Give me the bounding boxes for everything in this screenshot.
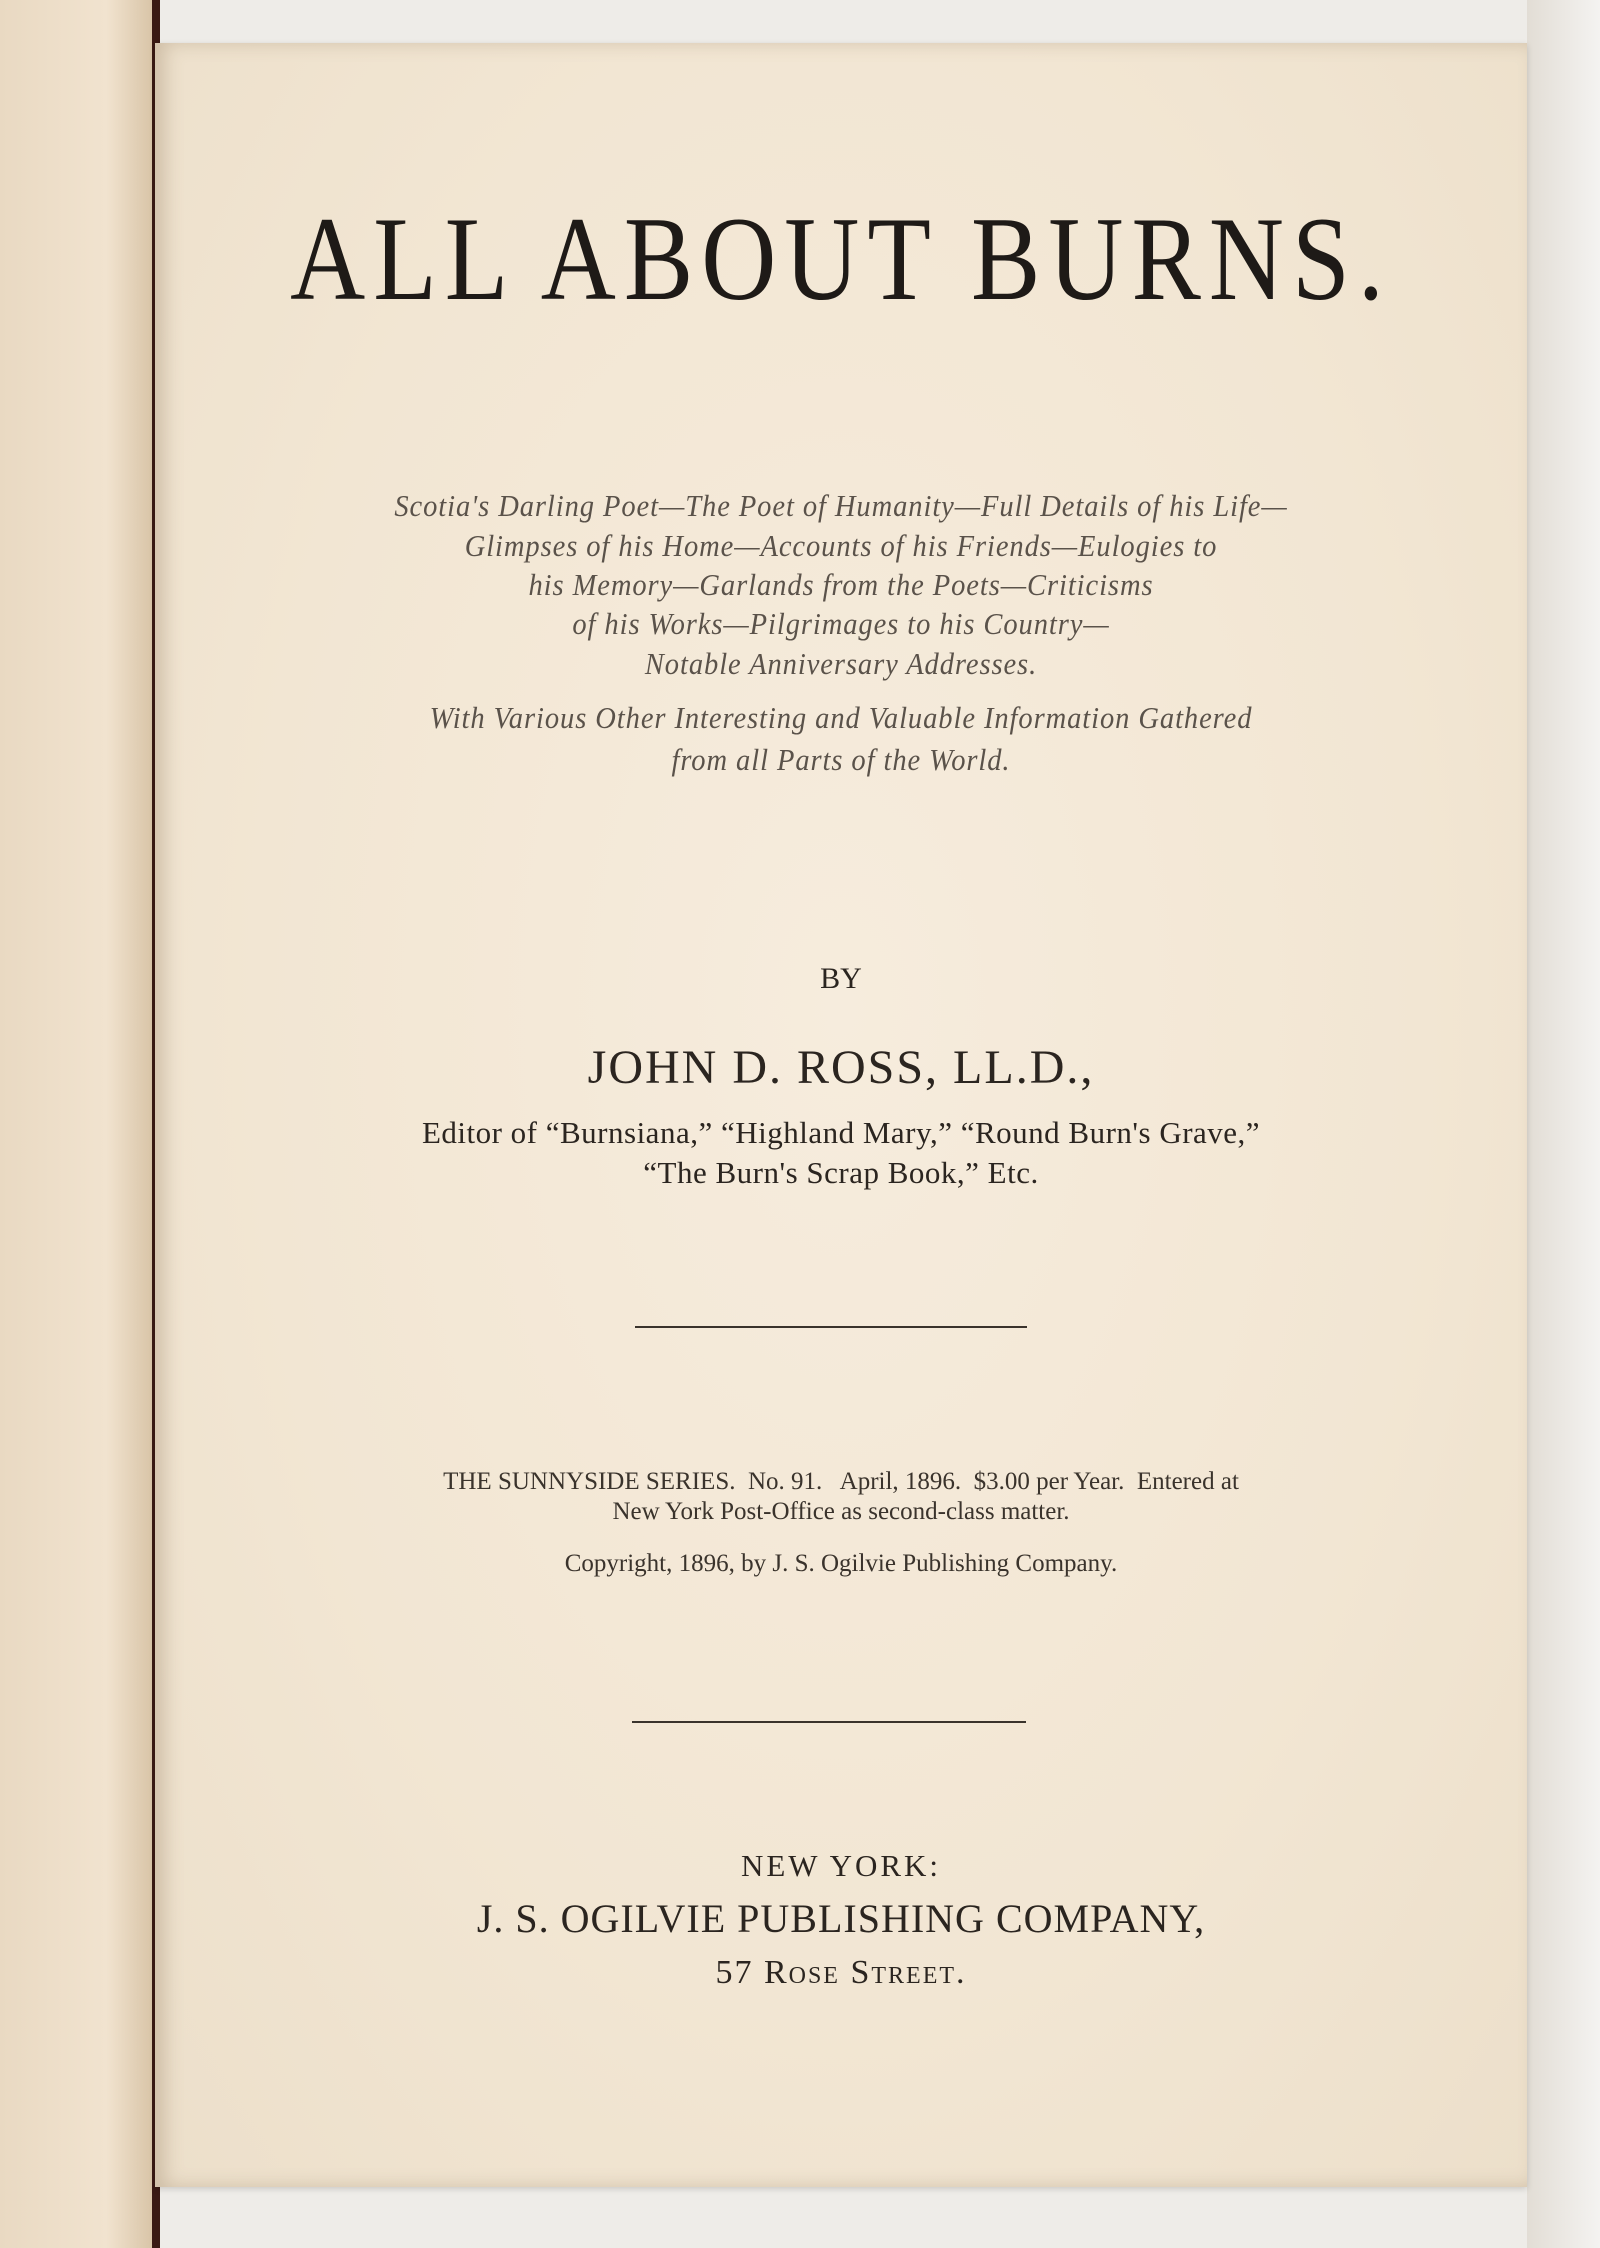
divider-rule xyxy=(632,1721,1026,1723)
publisher-city: NEW YORK: xyxy=(740,1848,942,1883)
extra-line: With Various Other Interesting and Valuable Information Gathered xyxy=(429,700,1253,735)
by-label: BY xyxy=(820,962,862,995)
publisher-name: J. S. OGILVIE PUBLISHING COMPANY, xyxy=(476,1896,1206,1941)
extra-line: from all Parts of the World. xyxy=(671,742,1011,777)
divider-rule xyxy=(635,1326,1027,1328)
subtitle-line: his Memory—Garlands from the Poets—Criticisms xyxy=(528,567,1154,602)
series-line: New York Post-Office as second-class matter. xyxy=(612,1498,1070,1525)
publisher-address: 57 Rose Street. xyxy=(715,1954,967,1991)
subtitle-line: Notable Anniversary Addresses. xyxy=(644,646,1038,681)
subtitle-line: Glimpses of his Home—Accounts of his Friends—Eulogies to xyxy=(464,528,1218,563)
series-line: THE SUNNYSIDE SERIES. No. 91. April, 1896. $3.00 per Year. Entered at xyxy=(443,1468,1239,1495)
background xyxy=(1527,0,1600,2248)
copyright-line: Copyright, 1896, by J. S. Ogilvie Publishing Company. xyxy=(564,1550,1118,1577)
subtitle-line: Scotia's Darling Poet—The Poet of Humanity—Full Details of his Life— xyxy=(394,488,1288,523)
book-title: ALL ABOUT BURNS. xyxy=(290,193,1392,326)
left-page-edge xyxy=(0,0,152,2248)
author-name: JOHN D. ROSS, LL.D., xyxy=(587,1041,1095,1094)
subtitle-line: of his Works—Pilgrimages to his Country— xyxy=(572,606,1110,641)
editor-line: “The Burn's Scrap Book,” Etc. xyxy=(643,1155,1039,1190)
editor-line: Editor of “Burnsiana,” “Highland Mary,” “Round Burn's Grave,” xyxy=(421,1115,1261,1150)
